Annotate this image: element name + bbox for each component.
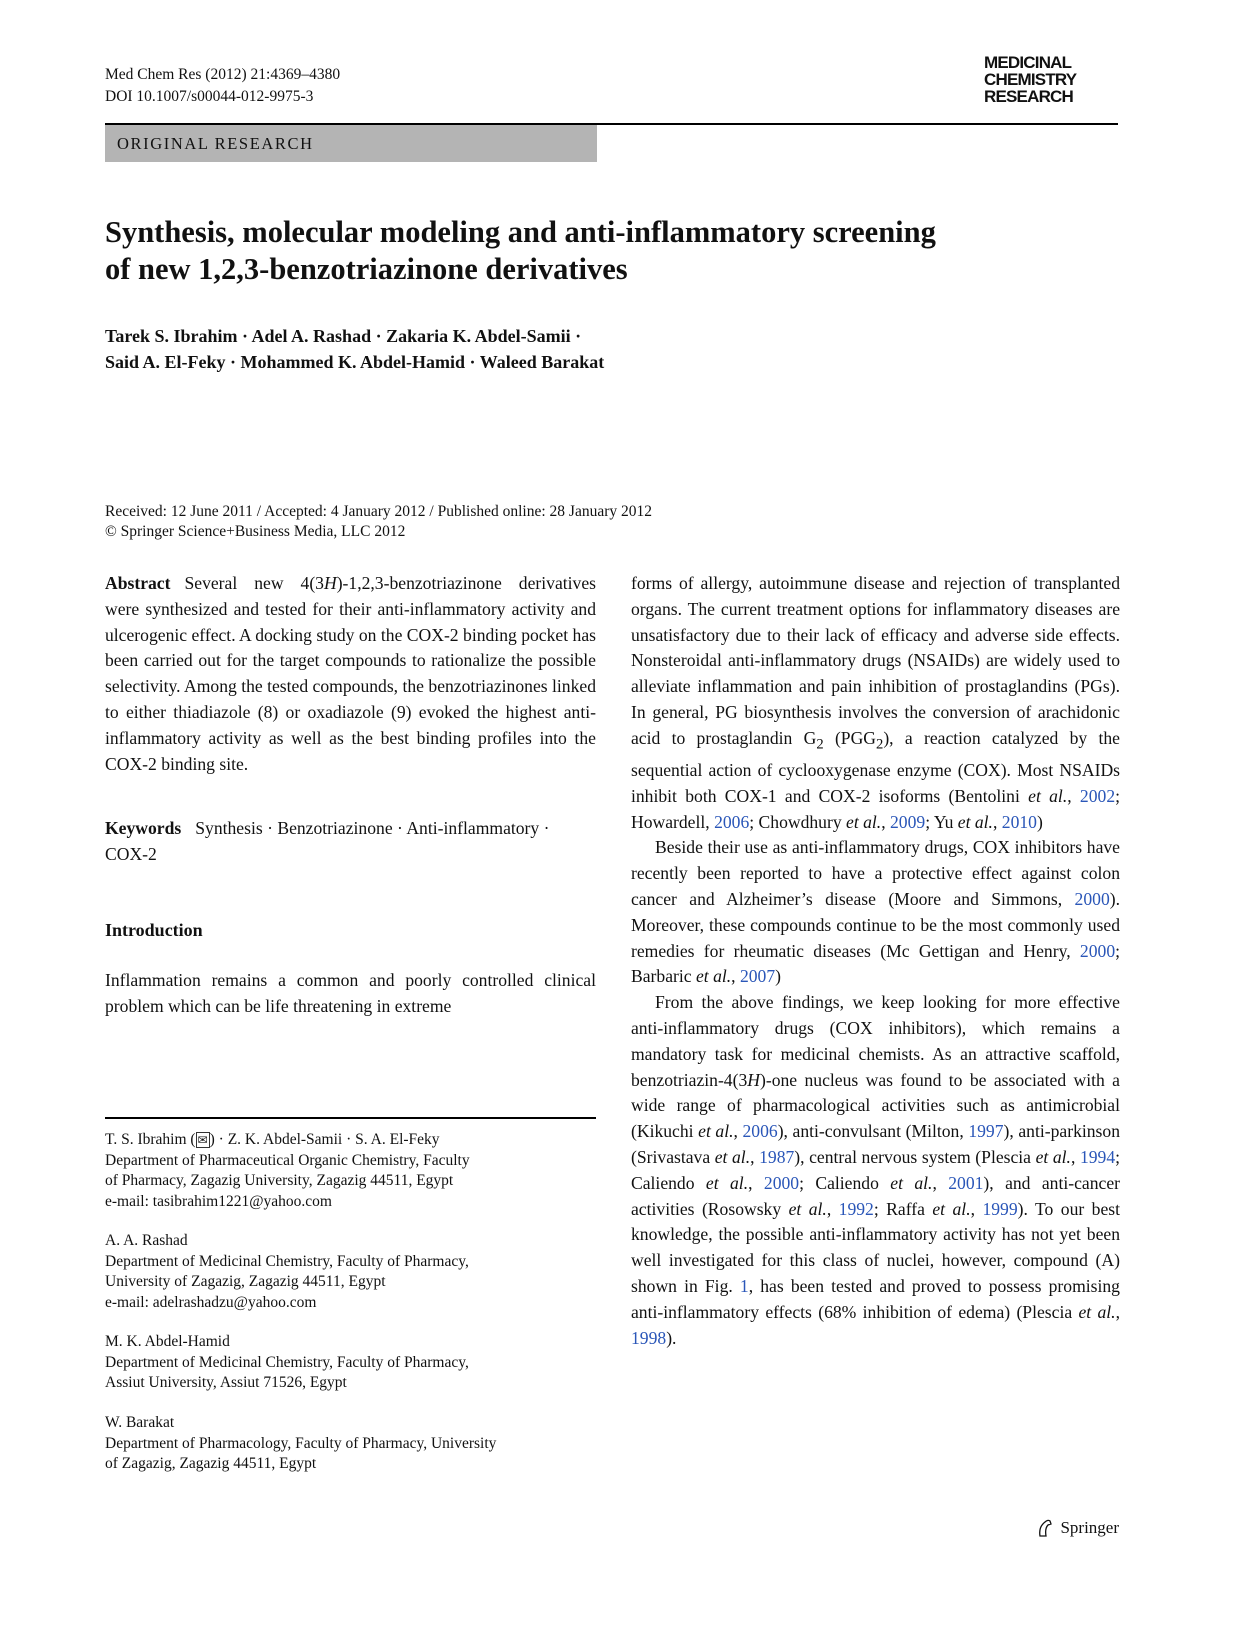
citation-link[interactable]: 2007 <box>739 966 776 987</box>
affiliation-4 <box>105 1413 596 1475</box>
citation-link[interactable]: 2000 <box>763 1172 800 1193</box>
intro-paragraph-1: forms of allergy, autoimmune disease and rejection of transplanted organs. The current treatment options for inflammatory diseases are unsatisfactory due to their lack of efficacy and adverse side effects. Nonsteroidal anti-inflammatory drugs (NSAIDs) are widely used to alleviate inflammation and pain inhibition of prostaglandins (PGs). In general, PG biosynthesis involves the conversion of arachidonic acid to prostaglandin $G_2$ $(PGG_2)$, a reaction catalyzed by the sequential action of cyclooxygenase enzyme (COX). Most NSAIDs inhibit both COX-1 and COX-2 isoforms (Bentolini et al., 2002; Howardell, 2006; Chowdhury et al., 2009; Yu et al., 2010) <box>631 573 1120 832</box>
abstract-block <box>105 571 596 777</box>
affiliation-3-line-1: Department of Medicinal Chemistry, Faculty of Pharmacy, <box>105 1353 469 1371</box>
abstract-label: Abstract <box>105 573 171 593</box>
publisher-name: Springer <box>1060 1518 1119 1537</box>
author-list <box>105 323 1005 375</box>
affiliation-1-line-2: of Pharmacy, Zagazig University, Zagazig 44511, Egypt <box>105 1172 454 1189</box>
keywords-text: Synthesis · Benzotriazinone · Anti-inflammatory · COX-2 <box>105 818 550 864</box>
citation-link[interactable]: 1997 <box>968 1121 1004 1142</box>
citation-link[interactable]: 2000 <box>1074 889 1110 910</box>
article-title <box>105 214 1055 288</box>
publisher-footer <box>1036 1518 1119 1538</box>
affiliation-1-coauthors: · Z. K. Abdel-Samii · S. A. El-Feky <box>214 1131 440 1148</box>
affiliation-1-line-1: Department of Pharmaceutical Organic Chemistry, Faculty <box>105 1151 470 1169</box>
affiliation-3 <box>105 1332 596 1394</box>
copyright-line: © Springer Science+Business Media, LLC 2012 <box>105 523 406 540</box>
affiliation-1: T. S. Ibrahim ( ✉ ) · Z. K. Abdel-Samii · S. A. El-Feky Department of Pharmaceutical Organic Chemistry, Faculty of Pharmacy, Zagazig University, Zagazig 44511, Egypt e-mail: tasibrahim1221@yahoo.com <box>105 1130 596 1212</box>
citation-link[interactable]: 2006 <box>742 1121 778 1142</box>
journal-header <box>105 64 340 108</box>
authors-line-2: Said A. El-Feky · Mohammed K. Abdel-Hamid · Waleed Barakat <box>105 352 605 372</box>
citation-link[interactable]: 1998 <box>631 1327 667 1348</box>
abstract-text-2: )-1,2,3-benzotriazinone derivatives were synthesized and tested for their anti-inflammatory activity and ulcerogenic effect. A docking study on the COX-2 binding pocket has been carried out for the target compounds to rationalize the possible selectivity. Among the tested compounds, the benzotriazinones linked to either thiadiazole (8) or oxadiazole (9) evoked the highest anti-inflammatory activity as well as the best binding profiles into the COX-2 binding site. <box>105 573 596 774</box>
citation-link[interactable]: 2002 <box>1079 785 1116 806</box>
citation-link[interactable]: 1994 <box>1079 1147 1116 1168</box>
introduction-heading: Introduction <box>105 920 203 940</box>
section-label: ORIGINAL RESEARCH <box>117 134 314 153</box>
intro-paragraph-3: From the above findings, we keep looking for more effective anti-inflammatory drugs (COX inhibitors), which remains a mandatory task for medicinal chemists. As an attractive scaffold, benzotriazin-4(3H)-one nucleus was found to be associated with a wide range of pharmacological activities such as antimicrobial (Kikuchi et al., 2006), anti-convulsant (Milton, 1997), anti-parkinson (Srivastava et al., 1987), central nervous system (Plescia et al., 1994; Caliendo et al., 2000; Caliendo et al., 2001), and anti-cancer activities (Rosowsky et al., 1992; Raffa et al., 1999). To our best knowledge, the possible anti-inflammatory activity has not yet been well investigated for this class of nuclei, however, compound (A) shown in Fig. 1, has been tested and proved to possess promising anti-inflammatory effects (68% inhibition of edema) (Plescia et al., 1998). <box>631 992 1121 1348</box>
keywords-block <box>105 816 596 868</box>
affiliation-4-name: W. Barakat <box>105 1414 175 1431</box>
right-column <box>631 571 1120 1351</box>
citation-link[interactable]: 2000 <box>1079 940 1116 961</box>
publication-history <box>105 502 905 542</box>
keywords-label: Keywords <box>105 818 182 838</box>
logo-line-1: MEDICINAL <box>984 53 1072 72</box>
affiliation-3-name: M. K. Abdel-Hamid <box>105 1333 230 1350</box>
introduction-left-text: Inflammation remains a common and poorly controlled clinical problem which can be life threatening in extreme <box>105 970 596 1016</box>
title-line-2: of new 1,2,3-benzotriazinone derivatives <box>105 252 628 286</box>
doi: DOI 10.1007/s00044-012-9975-3 <box>105 88 314 105</box>
affiliation-2-name: A. A. Rashad <box>105 1232 188 1249</box>
affiliation-2-line-2: University of Zagazig, Zagazig 44511, Egypt <box>105 1273 386 1290</box>
affiliation-2-line-1: Department of Medicinal Chemistry, Faculty of Pharmacy, <box>105 1252 469 1270</box>
affiliation-4-line-2: of Zagazig, Zagazig 44511, Egypt <box>105 1455 317 1472</box>
affiliation-2 <box>105 1231 596 1313</box>
springer-horse-icon <box>1036 1518 1054 1538</box>
journal-logo <box>984 54 1118 105</box>
figure-link[interactable]: 1 <box>739 1276 749 1297</box>
abstract-text-1: Several new 4(3 <box>184 573 324 593</box>
journal-citation: Med Chem Res (2012) 21:4369–4380 <box>105 66 341 83</box>
mail-icon: ✉ <box>197 1133 208 1147</box>
affiliation-1-email[interactable]: e-mail: tasibrahim1221@yahoo.com <box>105 1192 332 1210</box>
citation-link[interactable]: 2006 <box>714 811 750 832</box>
intro-paragraph-2: Beside their use as anti-inflammatory drugs, COX inhibitors have recently been reported to have a protective effect against colon cancer and Alzheimer’s disease (Moore and Simmons, 2000). Moreover, these compounds continue to be the most commonly used remedies for rheumatic diseases (Mc Gettigan and Henry, 2000; Barbaric et al., 2007) <box>631 837 1120 987</box>
title-line-1: Synthesis, molecular modeling and anti-inflammatory screening <box>105 215 936 249</box>
affiliation-3-line-2: Assiut University, Assiut 71526, Egypt <box>105 1374 347 1391</box>
section-band <box>105 125 597 162</box>
citation-link[interactable]: 2009 <box>890 811 926 832</box>
citation-link[interactable]: 1987 <box>759 1147 795 1168</box>
affiliation-4-line-1: Department of Pharmacology, Faculty of Pharmacy, University <box>105 1434 497 1452</box>
authors-line-1: Tarek S. Ibrahim · Adel A. Rashad · Zakaria K. Abdel-Samii · <box>105 326 582 346</box>
citation-link[interactable]: 1999 <box>982 1198 1018 1219</box>
affiliation-2-email[interactable]: e-mail: adelrashadzu@yahoo.com <box>105 1293 317 1311</box>
citation-link[interactable]: 2001 <box>948 1172 984 1193</box>
logo-line-3: RESEARCH <box>984 87 1074 106</box>
affiliation-1-name: T. S. Ibrahim <box>105 1131 187 1148</box>
citation-link[interactable]: 2010 <box>1001 811 1037 832</box>
dates-line: Received: 12 June 2011 / Accepted: 4 January 2012 / Published online: 28 January 2012 <box>105 503 652 520</box>
abstract-text-h: H <box>323 573 337 593</box>
footnote-rule <box>105 1117 596 1119</box>
logo-line-2: CHEMISTRY <box>984 70 1077 89</box>
citation-link[interactable]: 1992 <box>838 1198 874 1219</box>
